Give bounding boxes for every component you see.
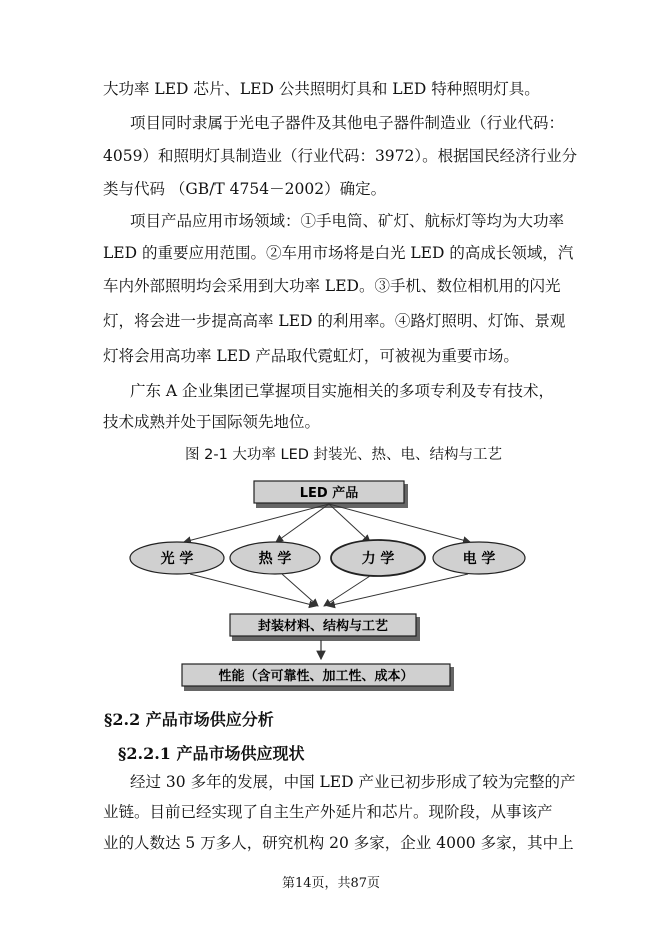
paragraph-line: 4059）和照明灯具制造业（行业代码：3972）。根据国民经济行业分	[103, 147, 578, 165]
subsection-heading: §2.2.1 产品市场供应现状	[118, 744, 305, 763]
paragraph-line: 大功率 LED 芯片、LED 公共照明灯具和 LED 特种照明灯具。	[103, 80, 540, 98]
paragraph-line: 技术成熟并处于国际领先地位。	[103, 413, 321, 431]
page-footer: 第14页，共87页	[281, 876, 381, 891]
paragraph-line: 广东 A 企业集团已掌握项目实施相关的多项专利及专有技术，	[130, 382, 555, 400]
paragraph-line: 车内外部照明均会采用到大功率 LED。③手机、数位相机用的闪光	[103, 277, 561, 295]
paragraph-line: 项目同时隶属于光电子器件及其他电子器件制造业（行业代码：	[130, 114, 565, 132]
paragraph-line: 业链。目前已经实现了自主生产外延片和芯片。现阶段，从事该产	[103, 803, 553, 821]
packaging-label: 封装材料、结构与工艺	[257, 619, 389, 634]
figure-caption: 图 2-1 大功率 LED 封装光、热、电、结构与工艺	[185, 447, 503, 463]
electrics-label: 电 学	[462, 551, 496, 567]
mechanics-label: 力 学	[361, 551, 395, 567]
paragraph-line: LED 的重要应用范围。②车用市场将是白光 LED 的高成长领域，汽	[103, 244, 574, 262]
paragraph-line: 类与代码 （GB/T 4754－2002）确定。	[103, 180, 387, 198]
optics-label: 光 学	[160, 551, 194, 567]
paragraph-line: 经过 30 多年的发展，中国 LED 产业已初步形成了较为完整的产	[130, 773, 576, 791]
paragraph-line: 项目产品应用市场领域：①手电筒、矿灯、航标灯等均为大功率	[130, 212, 565, 230]
thermal-label: 热 学	[258, 551, 292, 567]
led-product-label: LED 产品	[299, 486, 359, 501]
section-heading: §2.2 产品市场供应分析	[104, 710, 274, 729]
paragraph-line: 灯，将会进一步提高高率 LED 的利用率。④路灯照明、灯饰、景观	[103, 312, 566, 330]
paragraph-line: 灯将会用高功率 LED 产品取代霓虹灯，可被视为重要市场。	[103, 347, 519, 365]
paragraph-line: 业的人数达 5 万多人，研究机构 20 多家，企业 4000 多家，其中上	[103, 834, 574, 852]
performance-label: 性能（含可靠性、加工性、成本）	[218, 669, 414, 684]
